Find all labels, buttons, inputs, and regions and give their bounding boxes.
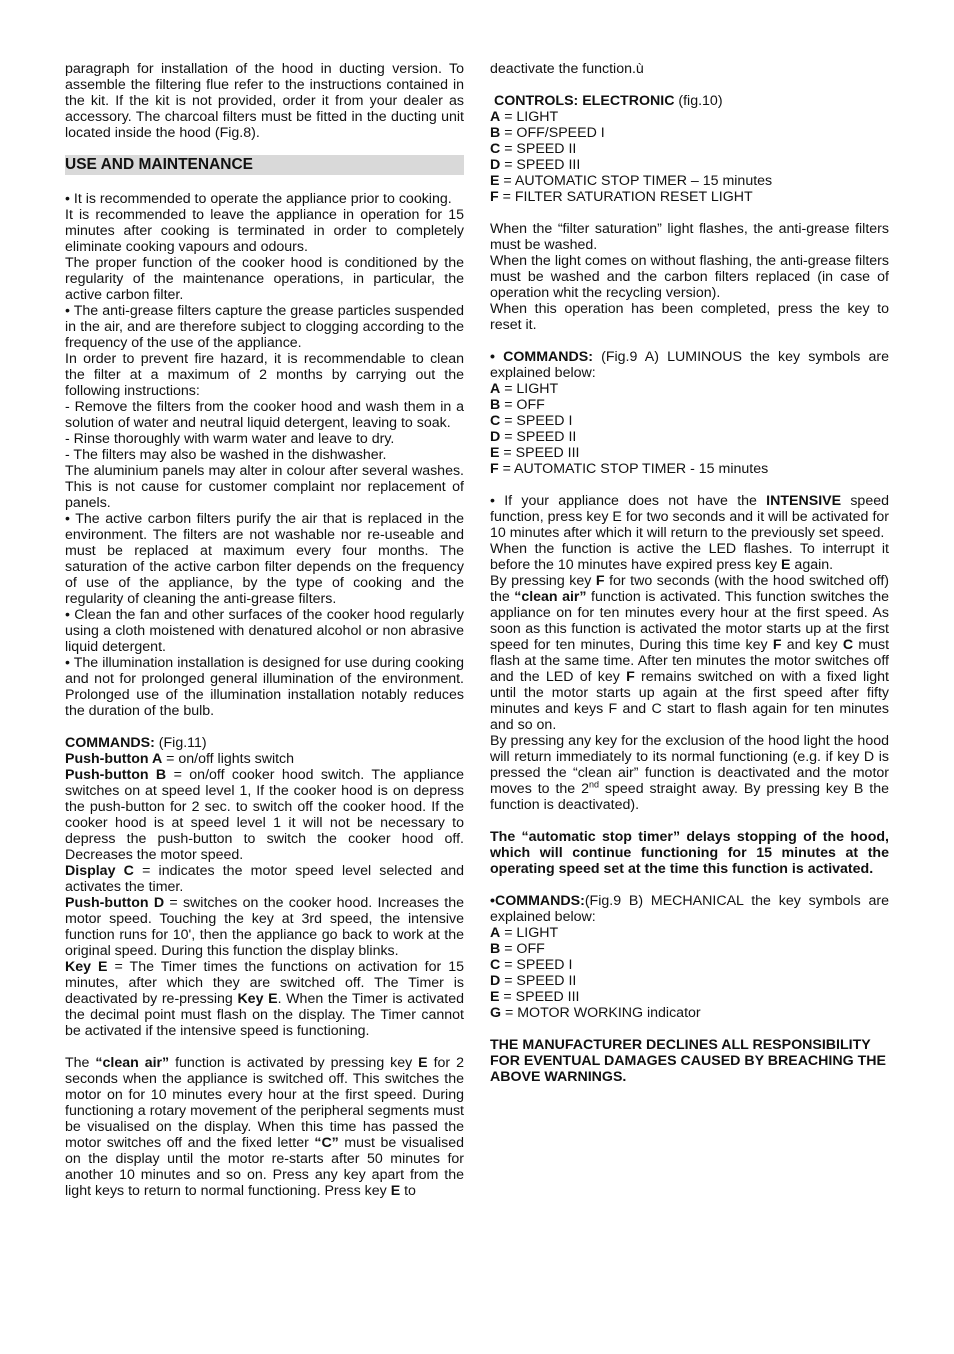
command-key-item: A = LIGHT <box>490 381 559 397</box>
commands-fig11 <box>65 735 464 1039</box>
command-item: Display C = indicates the motor speed level selected and activates the timer. <box>65 863 465 895</box>
command-key-item: A = LIGHT <box>490 925 559 941</box>
commands-ref: (Fig.11) <box>154 735 207 751</box>
command-item: Push-button D = switches on the cooker hood. Increases the motor speed. Touching the key at 3rd speed, the intensive function runs for 10', then the appliance go back to work at the original speed. During this function the display blinks. <box>65 895 464 959</box>
command-key-item: B = OFF <box>490 941 545 957</box>
command-key-item: B = OFF <box>490 397 545 413</box>
use-paragraph: • The active carbon filters purify the air that is replaced in the environment. The filters are not washable nor re-useable and must be replaced at maximum every four months. The saturation of the active carbon filter depends on the frequency of use of the appliance, by the type of cooking and the regularity of cleaning the anti-grease filters. <box>65 511 464 607</box>
command-item-key-e: Key E = The Timer times the functions on activation for 15 minutes, after which they are switched off. The Timer is deactivated by re-pressing Key E. When the Timer is activated the decimal point must flash on the display. The Timer cannot be activated if the intensive speed is functioning. <box>65 959 465 1039</box>
left-column <box>65 61 464 1199</box>
controls-electronic: CONTROLS: ELECTRONIC (fig.10) A = LIGHT B = OFF/SPEED I C = SPEED II D = SPEED III E = AUTOMATIC STOP TIMER – 15 minutes F = FILTER SATURATION RESET LIGHT <box>490 93 889 205</box>
use-paragraph: It is recommended to leave the appliance in operation for 15 minutes after cooking is terminated in order to completely eliminate cooking vapours and odours. <box>65 207 464 255</box>
intensive-paragraph: • If your appliance does not have the INTENSIVE speed function, press key E for two seconds and it will be activated for 10 minutes after which it will return to the previously set speed. When the function is active the LED flashes. To interrupt it before the 10 minutes have expired press key E again. <box>490 493 889 573</box>
command-key-item: D = SPEED II <box>490 429 577 445</box>
clean-air-paragraph: The “clean air” function is activated by pressing key E for 2 seconds when the appliance is switched off. This switches the motor on for 10 minutes every hour at the first speed. During functioning a rotary movement of the peripheral segments must be visualised on the display. When this time has passed the motor switches off and the fixed letter “C” must be visualised on the display until the motor re-starts after 50 minutes for another 10 minutes and so on. Press any key apart from the light keys to return to normal functioning. Press key E to <box>65 1055 464 1199</box>
commands-fig9b: •COMMANDS:(Fig.9 B) MECHANICAL the key symbols are explained below: A = LIGHT B = OFF C = SPEED I D = SPEED II E = SPEED III G = MOTOR WORKING indicator <box>490 893 889 1021</box>
command-item: Push-button B = on/off cooker hood switch. The appliance switches on at speed level 1, If the cooker hood is on depress the push-button for 2 sec. to switch off the cooker hood. If the cooker hood is at speed level 1 it will not be necessary to depress the push-button to switch the cooker hood off. Decreases the motor speed. <box>65 767 464 863</box>
control-item: D = SPEED III <box>490 157 581 173</box>
control-item: A = LIGHT <box>490 109 559 125</box>
use-paragraph: The proper function of the cooker hood is conditioned by the regularity of the maintenance operations, in particular, the active carbon filter. <box>65 255 464 303</box>
command-item: Push-button A = on/off lights switch <box>65 751 295 767</box>
use-paragraph: In order to prevent fire hazard, it is recommendable to clean the filter at a maximum of 2 months by carrying out the following instructions: <box>65 351 464 399</box>
auto-stop-timer-note: The “automatic stop timer” delays stopping of the hood, which will continue functioning for 15 minutes at the operating speed set at the time this function is activated. <box>490 829 889 877</box>
manufacturer-disclaimer: THE MANUFACTURER DECLINES ALL RESPONSIBILITY FOR EVENTUAL DAMAGES CAUSED BY BREACHING THE ABOVE WARNINGS. <box>490 1037 886 1085</box>
use-paragraph: • Clean the fan and other surfaces of the cooker hood regularly using a cloth moistened with denatured alcohol or non abrasive liquid detergent. <box>65 607 464 655</box>
command-key-item: E = SPEED III <box>490 445 580 461</box>
commands-a-label: • COMMANDS: <box>490 349 593 365</box>
control-item: F = FILTER SATURATION RESET LIGHT <box>490 189 753 205</box>
commands-label: COMMANDS: <box>65 735 155 751</box>
command-key-item: F = AUTOMATIC STOP TIMER - 15 minutes <box>490 461 769 477</box>
use-paragraph: - Rinse thoroughly with warm water and leave to dry. <box>65 431 395 447</box>
intro-paragraph: paragraph for installation of the hood in ducting version. To assemble the filtering flue refer to the instructions contained in the kit. If the kit is not provided, order it from your dealer as accessory. The charcoal filters must be fitted in the ducting unit located inside the hood (Fig.8). <box>65 61 464 141</box>
key-f-paragraph: By pressing key F for two seconds (with the hood switched off) the “clean air” function is activated. This function switches the appliance on for ten minutes every hour at the first speed. As soon as this function is activated the motor starts up at the first speed for ten minutes, During this time key F and key C must flash at the same time. After ten minutes the motor switches off and the LED of key F remains switched on with a fixed light until the motor starts up again at the first speed after fifty minutes and keys F and C start to flash again for ten minutes and so on. By pressing any key for the exclusion of the hood light the hood will return immediately to its normal functioning (e.g. if key D is pressed the “clean air” function is deactivated and the motor moves to the 2nd speed straight away. By pressing key B the function is deactivated). <box>490 573 890 813</box>
commands-b-label: •COMMANDS: <box>490 893 585 909</box>
use-paragraph: • The anti-grease filters capture the grease particles suspended in the air, and are therefore subject to clogging according to the frequency of the use of the appliance. <box>65 303 464 351</box>
command-key-item: E = SPEED III <box>490 989 580 1005</box>
right-column <box>490 61 889 1085</box>
command-key-item: D = SPEED II <box>490 973 577 989</box>
use-paragraph: - The filters may also be washed in the dishwasher. <box>65 447 387 463</box>
use-paragraph: The aluminium panels may alter in colour after several washes. This is not cause for customer complaint nor replacement of panels. <box>65 463 464 511</box>
control-item: B = OFF/SPEED I <box>490 125 605 141</box>
filter-saturation-text: When the “filter saturation” light flashes, the anti-grease filters must be washed. When the light comes on without flashing, the anti-grease filters must be washed and the carbon filters replaced (in case of operation whit the recycling version). When this operation has been completed, press the key to reset it. <box>490 221 889 333</box>
use-paragraph: - Remove the filters from the cooker hood and wash them in a solution of water and neutral liquid detergent, leaving to soak. <box>65 399 464 431</box>
controls-label: CONTROLS: ELECTRONIC <box>493 93 675 109</box>
continuation-line: deactivate the function.ù <box>490 61 644 77</box>
use-paragraph: • The illumination installation is designed for use during cooking and not for prolonged general illumination of the environment. Prolonged use of the illumination installation notably reduces the duration of the bulb. <box>65 655 464 719</box>
use-maintenance-body <box>65 191 464 719</box>
section-heading-use-maintenance: USE AND MAINTENANCE <box>65 155 464 175</box>
commands-fig9a: • COMMANDS: (Fig.9 A) LUMINOUS the key symbols are explained below: A = LIGHT B = OFF C = SPEED I D = SPEED II E = SPEED III F = AUTOMATIC STOP TIMER - 15 minutes <box>490 349 889 477</box>
command-key-item: G = MOTOR WORKING indicator <box>490 1005 701 1021</box>
command-key-item: C = SPEED I <box>490 413 573 429</box>
command-key-item: C = SPEED I <box>490 957 573 973</box>
control-item: E = AUTOMATIC STOP TIMER – 15 minutes <box>490 173 773 189</box>
control-item: C = SPEED II <box>490 141 577 157</box>
use-paragraph: • It is recommended to operate the appliance prior to cooking. <box>65 191 452 207</box>
